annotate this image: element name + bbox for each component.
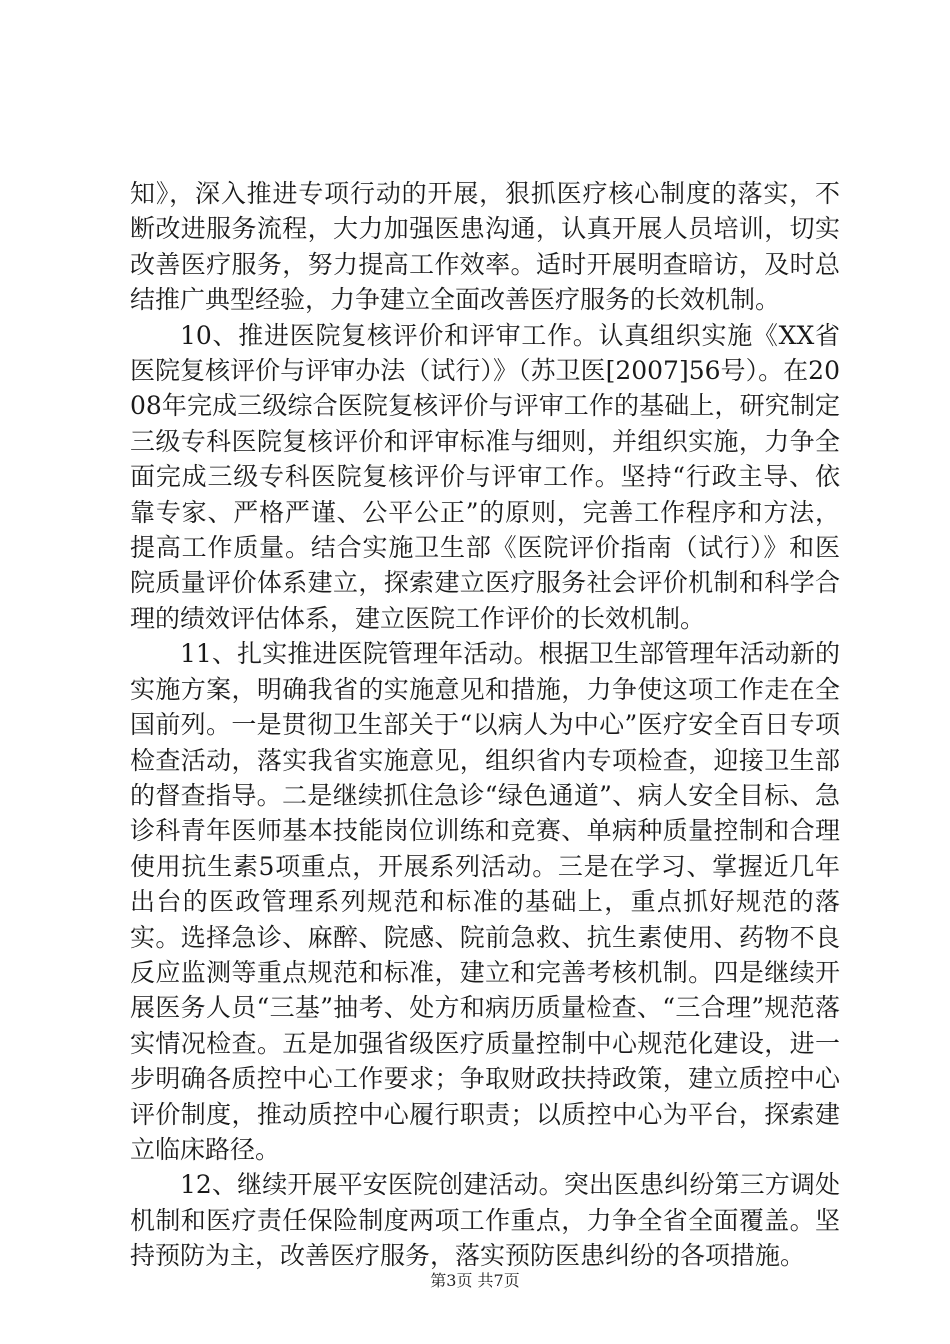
paragraph-item-11: 11、扎实推进医院管理年活动。根据卫生部管理年活动新的实施方案，明确我省的实施意见和措施，力争使这项工作走在全国前列。一是贯彻卫生部关于“以病人为中心”医疗安全百日专项检查活动，落实我省实施意见，组织省内专项检查，迎接卫生部的督查指导。二是继续抓住急诊“绿色通道”、病人安全目标、急诊科青年医师基本技能岗位训练和竞赛、单病种质量控制和合理使用抗生素5项重点，开展系列活动。三是在学习、掌握近几年出台的医政管理系列规范和标准的基础上，重点抓好规范的落实。选择急诊、麻醉、院感、院前急救、抗生素使用、药物不良反应监测等重点规范和标准，建立和完善考核机制。四是继续开展医务人员“三基”抽考、处方和病历质量检查、“三合理”规范落实情况检查。五是加强省级医疗质量控制中心规范化建设，进一步明确各质控中心工作要求；争取财政扶持政策，建立质控中心评价制度，推动质控中心履行职责；以质控中心为平台，探索建立临床路径。 [130,639,840,1164]
paragraph-continuation: 知》，深入推进专项行动的开展，狠抓医疗核心制度的落实，不断改进服务流程，大力加强医患沟通，认真开展人员培训，切实改善医疗服务，努力提高工作效率。适时开展明查暗访，及时总结推广典型经验，力争建立全面改善医疗服务的长效机制。 [130,179,840,315]
page-number-footer: 第3页 共7页 [430,1271,520,1290]
paragraph-item-10: 10、推进医院复核评价和评审工作。认真组织实施《XX省医院复核评价与评审办法（试行）》（苏卫医[2007]56号）。在2008年完成三级综合医院复核评价与评审工作的基础上，研究制定三级专科医院复核评价和评审标准与细则，并组织实施，力争全面完成三级专科医院复核评价与评审工作。坚持“行政主导、依靠专家、严格严谨、公平公正”的原则，完善工作程序和方法，提高工作质量。结合实施卫生部《医院评价指南（试行）》和医院质量评价体系建立，探索建立医疗服务社会评价机制和科学合理的绩效评估体系，建立医院工作评价的长效机制。 [130,320,840,633]
paragraph-item-12: 12、继续开展平安医院创建活动。突出医患纠纷第三方调处机制和医疗责任保险制度两项工作重点，力争全省全面覆盖。坚持预防为主，改善医疗服务，落实预防医患纠纷的各项措施。 [130,1170,840,1271]
document-body [130,176,840,1274]
